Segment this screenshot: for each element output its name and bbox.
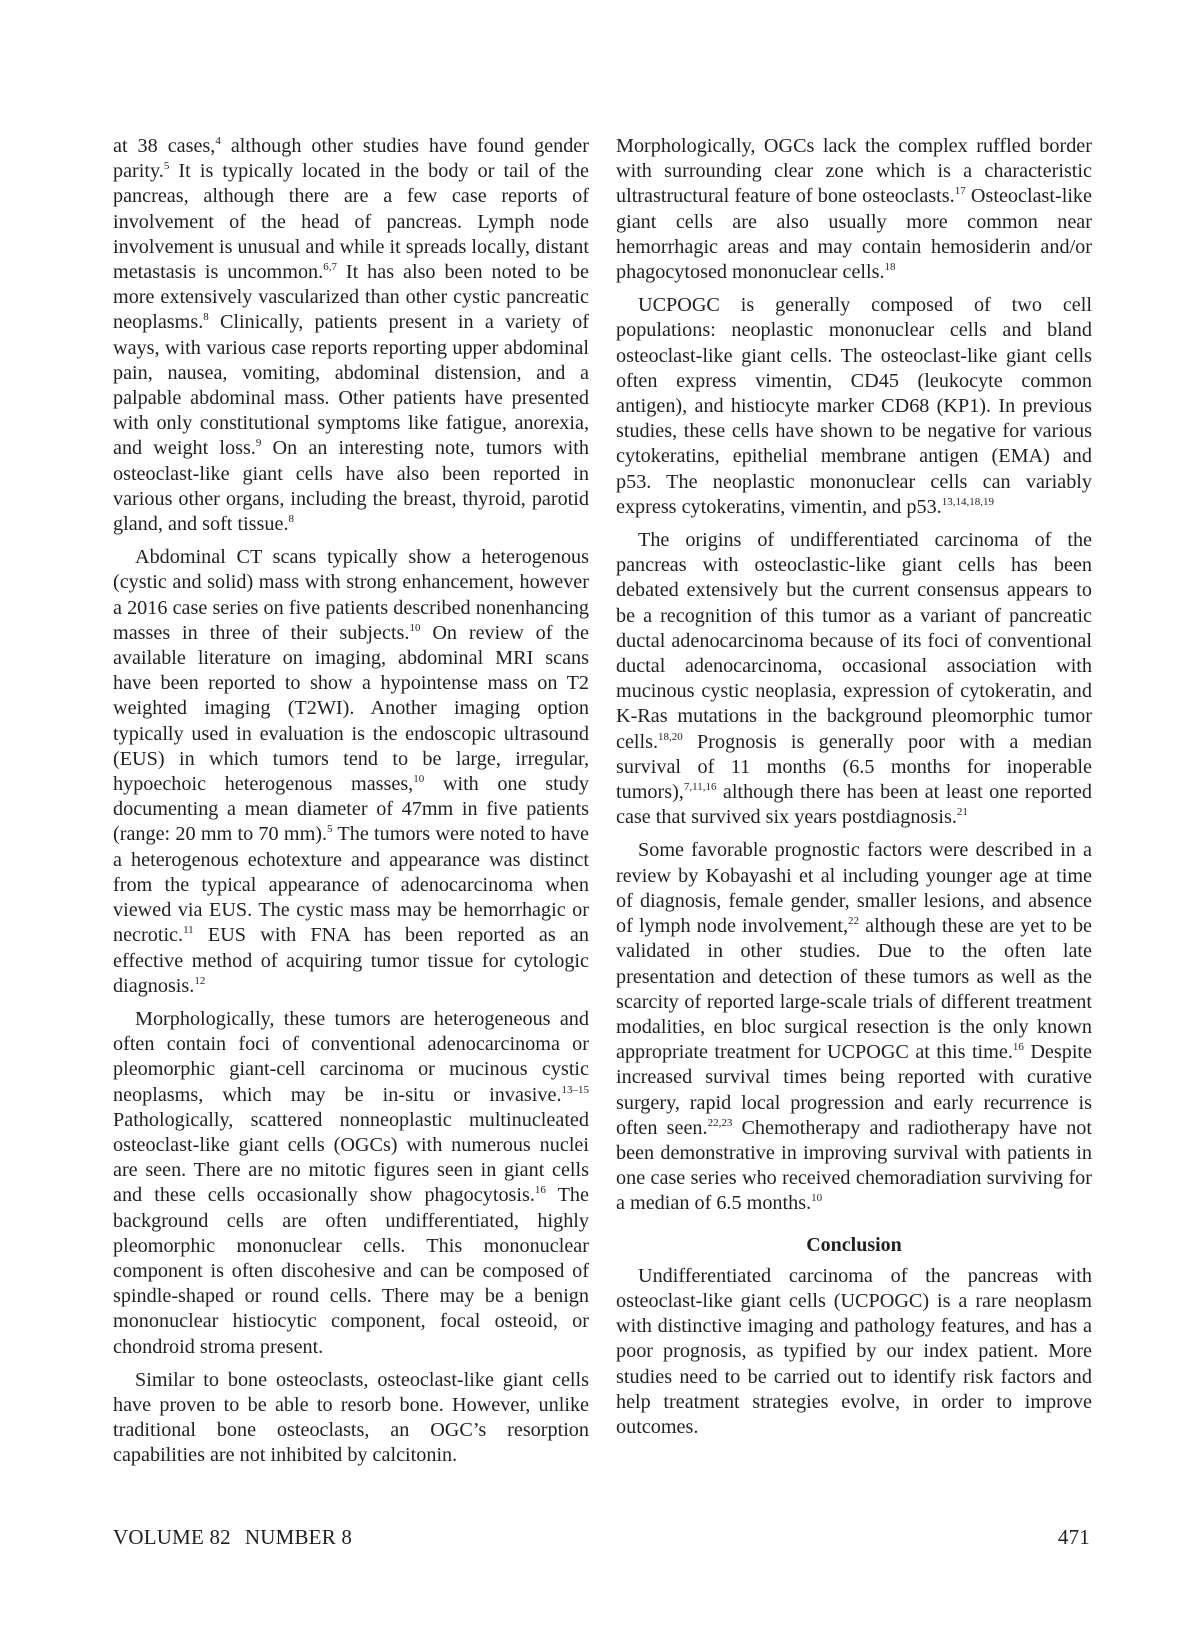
citation-superscript: 18,20 bbox=[658, 730, 683, 743]
citation-superscript: 18 bbox=[884, 261, 896, 274]
citation-superscript: 8 bbox=[288, 513, 294, 526]
left-column bbox=[113, 134, 589, 1477]
paragraph-right-2 bbox=[616, 293, 1092, 520]
citation-superscript: 9 bbox=[255, 437, 262, 450]
citation-superscript: 5 bbox=[327, 823, 333, 836]
text-run: Despite increased survival times being reported with curative surgery, rapid local progression and early recurrence is often seen. bbox=[616, 1041, 1092, 1139]
text-run: Some favorable prognostic factors were described in a review by Kobayashi et al including younger age at time of diagnosis, female gender, smaller lesions, and absence of lymph node involvement, bbox=[616, 839, 1092, 938]
citation-superscript: 16 bbox=[534, 1184, 546, 1197]
paragraph-left-3 bbox=[113, 1007, 589, 1360]
text-run: The origins of undifferentiated carcinoma of the pancreas with osteoclastic-like giant cells has been debated extensively but the current consensus appears to be a recognition of this tumor as a variant of pancreatic ductal adenocarcinoma because of its foci of conventional ductal adenocarcinoma, occasional association with mucinous cystic neoplasia, expression of cytokeratin, and K-Ras mutations in the background pleomorphic tumor cells. bbox=[616, 529, 1092, 753]
citation-superscript: 22 bbox=[848, 915, 860, 928]
text-run: Undifferentiated carcinoma of the pancreas with osteoclast-like giant cells (UCPOGC) is a rare neoplasm with distinctive imaging and pathology features, and has a poor prognosis, as typified by our index patient. More studies need to be carried out to identify risk factors and help treatment strategies evolve, in order to improve outcomes. bbox=[616, 1264, 1092, 1438]
paragraph-right-3 bbox=[616, 528, 1092, 830]
citation-superscript: 11 bbox=[183, 924, 194, 937]
citation-superscript: 10 bbox=[409, 621, 421, 634]
citation-superscript: 7,11,16 bbox=[683, 781, 717, 794]
paragraph-right-1 bbox=[616, 134, 1092, 285]
footer-volume-info bbox=[113, 1525, 352, 1550]
citation-superscript: 4 bbox=[215, 135, 221, 147]
text-run: Morphologically, these tumors are heterogeneous and often contain foci of conventional adenocarcinoma or pleomorphic giant-cell carcinoma or mucinous cystic neoplasms, which may be in-situ or invasive. bbox=[113, 1007, 589, 1106]
text-run: although there has been at least one reported case that survived six years postdiagnosis. bbox=[616, 781, 1092, 829]
text-run: The tumors were noted to have a heterogenous echotexture and appearance was distinct from the typical appearance of adenocarcinoma when viewed via EUS. The cystic mass may be hemorrhagic or necrotic. bbox=[113, 823, 589, 947]
text-run: On an interesting note, tumors with osteoclast-like giant cells have also been reported in various other organs, including the breast, thyroid, parotid gland, and soft tissue. bbox=[113, 437, 589, 536]
citation-superscript: 13,14,18,19 bbox=[941, 495, 994, 508]
text-run: It has also been noted to be more extensively vascularized than other cystic pancreatic neoplasms. bbox=[113, 261, 589, 334]
text-run: at 38 cases, bbox=[113, 135, 216, 157]
text-run: Osteoclast-like giant cells are also usually more common near hemorrhagic areas and may contain hemosiderin and/or phagocytosed mononuclear cells. bbox=[616, 185, 1092, 284]
text-run: Clinically, patients present in a variety of ways, with various case reports reporting upper abdominal pain, nausea, vomiting, abdominal distension, and a palpable abdominal mass. Other patients have presented with only constitutional symptoms like fatigue, anorexia, and weight loss. bbox=[113, 311, 589, 460]
citation-superscript: 8 bbox=[203, 311, 209, 324]
text-run: Chemotherapy and radiotherapy have not been demonstrative in improving survival with patients in one case series who received chemoradiation surviving for a median of 6.5 months. bbox=[616, 1116, 1092, 1215]
text-run: On review of the available literature on imaging, abdominal MRI scans have been reported to show a hypointense mass on T2 weighted imaging (T2WI). Another imaging option typically used in evaluation is the endoscopic ultrasound (EUS) in which tumors tend to be large, irregular, hypoechoic heterogenous masses, bbox=[113, 621, 590, 796]
footer-number: NUMBER 8 bbox=[244, 1525, 353, 1549]
citation-superscript: 22,23 bbox=[707, 1116, 733, 1129]
citation-superscript: 13–15 bbox=[561, 1083, 589, 1096]
paragraph-left-2 bbox=[113, 545, 589, 999]
paragraph-left-4 bbox=[113, 1368, 589, 1469]
citation-superscript: 17 bbox=[954, 185, 966, 198]
citation-superscript: 10 bbox=[811, 1192, 823, 1205]
page-number: 471 bbox=[1057, 1525, 1090, 1549]
text-run: UCPOGC is generally composed of two cell populations: neoplastic mononuclear cells and bland osteoclast-like giant cells. The osteoclast-like giant cells often express vimentin, CD45 (leukocyte common antigen), and histiocyte marker CD68 (KP1). In previous studies, these cells have shown to be negative for various cytokeratins, epithelial membrane antigen (EMA) and p53. The neoplastic mononuclear cells can variably express cytokeratins, vimentin, and p53. bbox=[616, 294, 1092, 518]
footer-volume: VOLUME 82 bbox=[113, 1525, 231, 1549]
text-run: although these are yet to be validated in other studies. Due to the often late presentation and detection of these tumors as well as the scarcity of reported large-scale trials of different treatment modalities, en bloc surgical resection is the only known appropriate treatment for UCPOGC at this time. bbox=[616, 915, 1092, 1064]
text-run: Similar to bone osteoclasts, osteoclast-like giant cells have proven to be able to resorb bone. However, unlike traditional bone osteoclasts, an OGC’s resorption capabilities are not inhibited by calcitonin. bbox=[113, 1368, 589, 1467]
paragraph-conclusion bbox=[616, 1264, 1092, 1440]
text-run: The background cells are often undifferentiated, highly pleomorphic mononuclear cells. This mononuclear component is often discohesive and can be composed of spindle-shaped or round cells. There may be a benign mononuclear histiocytic component, focal osteoid, or chondroid stroma present. bbox=[113, 1184, 589, 1358]
citation-superscript: 16 bbox=[1012, 1041, 1024, 1054]
text-run: It is typically located in the body or tail of the pancreas, although there are a few case reports of involvement of the head of pancreas. Lymph node involvement is unusual and while it spreads locally, distant metastasis is uncommon. bbox=[113, 160, 589, 284]
right-column bbox=[616, 134, 1092, 1448]
paragraph-left-1 bbox=[113, 134, 589, 537]
text-run: EUS with FNA has been reported as an effective method of acquiring tumor tissue for cytologic diagnosis. bbox=[113, 924, 589, 997]
text-run: with one study documenting a mean diameter of 47mm in five patients (range: 20 mm to 70 mm). bbox=[113, 773, 589, 846]
text-run: Pathologically, scattered nonneoplastic multinucleated osteoclast-like giant cells (OGCs) with numerous nuclei are seen. There are no mitotic figures seen in giant cells and these cells occasionally show phagocytosis. bbox=[113, 1108, 589, 1207]
text-run: Prognosis is generally poor with a median survival of 11 months (6.5 months for inoperable tumors), bbox=[616, 730, 1092, 804]
conclusion-heading: Conclusion bbox=[806, 1233, 902, 1256]
citation-superscript: 12 bbox=[194, 974, 206, 987]
text-run: Abdominal CT scans typically show a heterogenous (cystic and solid) mass with strong enhancement, however a 2016 case series on five patients described nonenhancing masses in three of their subjects. bbox=[113, 546, 589, 644]
citation-superscript: 21 bbox=[956, 806, 968, 819]
citation-superscript: 6,7 bbox=[323, 261, 337, 274]
text-run: although other studies have found gender parity. bbox=[113, 135, 589, 183]
text-run: Morphologically, OGCs lack the complex ruffled border with surrounding clear zone which is a characteristic ultrastructural feature of bone osteoclasts. bbox=[616, 135, 1092, 208]
citation-superscript: 10 bbox=[413, 773, 425, 786]
paragraph-right-4 bbox=[616, 838, 1092, 1216]
citation-superscript: 5 bbox=[163, 160, 170, 173]
